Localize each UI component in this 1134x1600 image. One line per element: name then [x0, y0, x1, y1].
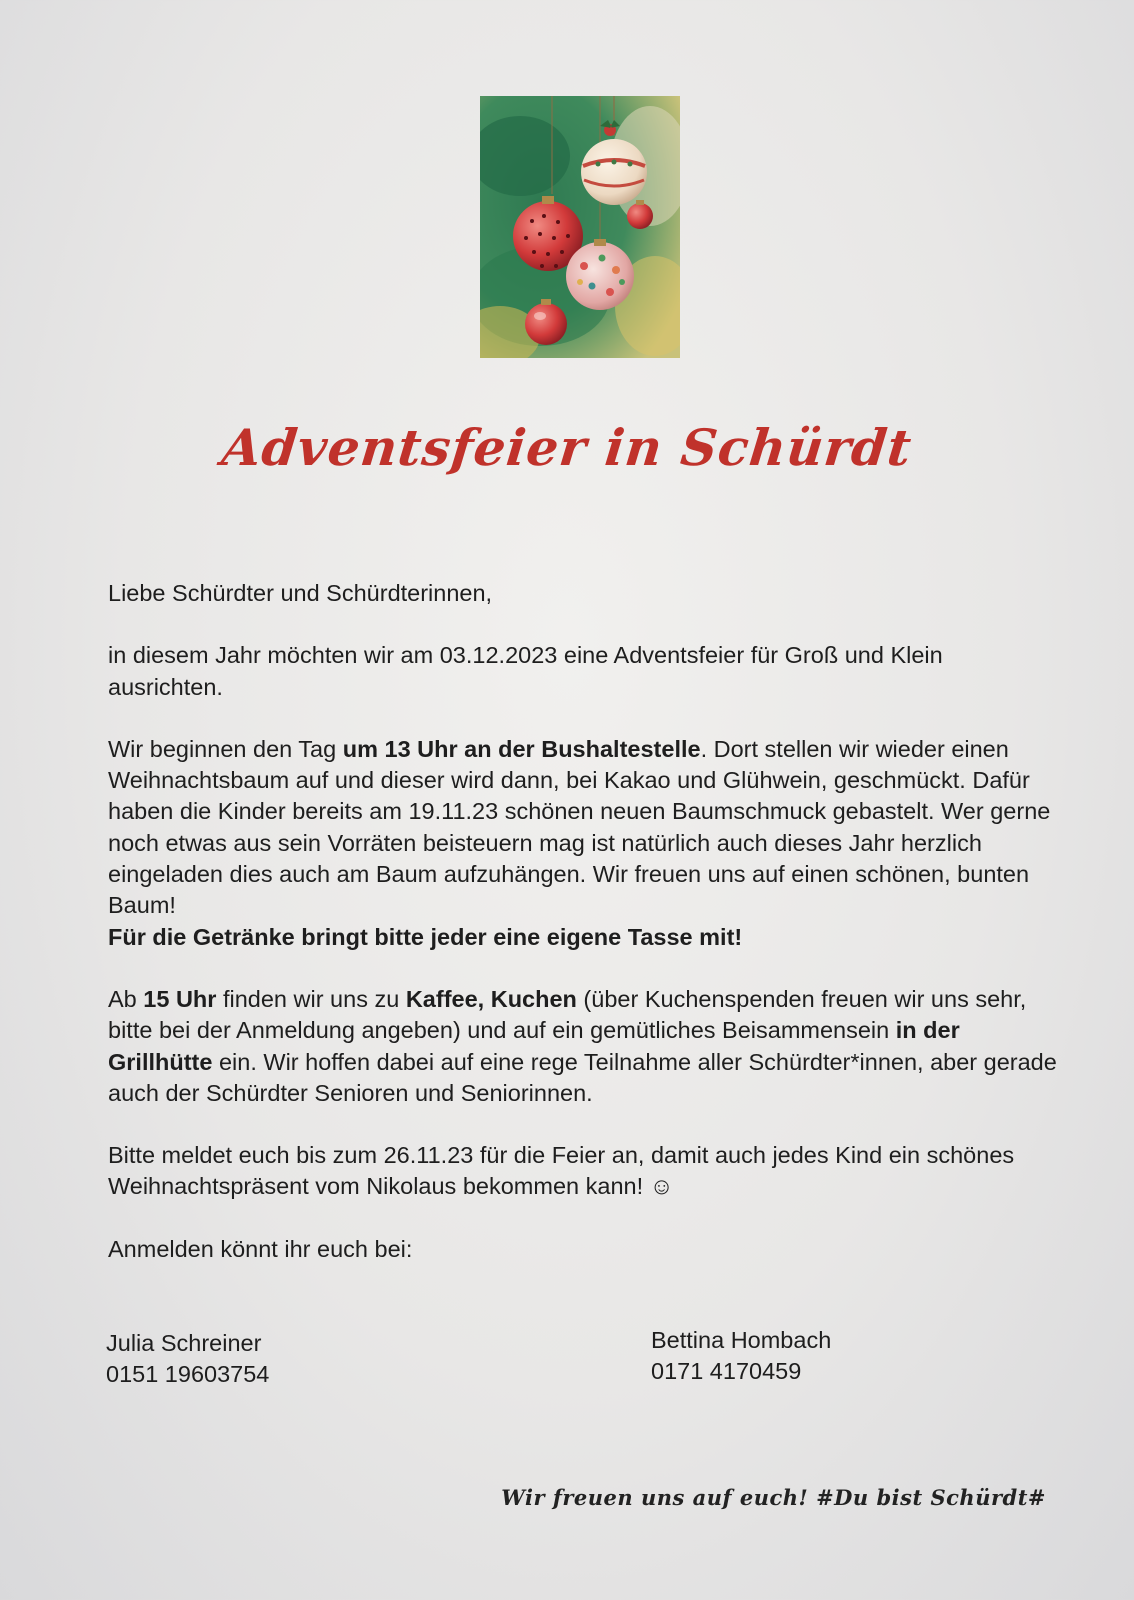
paragraph-coffee-cake	[108, 984, 1058, 1109]
paragraph3-text-1: Ab	[108, 985, 144, 1012]
paragraph3-bold-coffee-cake: Kaffee, Kuchen	[405, 985, 577, 1012]
letter-body	[108, 578, 1058, 1265]
contact-name: Julia Schreiner	[106, 1330, 262, 1356]
greeting: Liebe Schürdter und Schürdterinnen,	[108, 580, 493, 606]
paragraph2-bold-time-place: um 13 Uhr an der Bushaltestelle	[342, 735, 701, 762]
paragraph2-bold-cup-note: Für die Getränke bringt bitte jeder eine eigene Tasse mit!	[108, 923, 743, 950]
paragraph3-text-2: finden wir uns zu	[216, 985, 406, 1012]
contact-card-bettina	[651, 1325, 831, 1388]
watercolor-christmas-baubles-icon	[480, 96, 680, 358]
page-title: Adventsfeier in Schürdt	[219, 418, 915, 477]
footer-slogan: Wir freuen uns auf euch! #Du bist Schürdt#	[501, 1485, 1046, 1510]
paragraph2-text-1: Wir beginnen den Tag	[108, 735, 343, 762]
contact-card-julia	[106, 1328, 269, 1391]
paragraph-registration-deadline: Bitte meldet euch bis zum 26.11.23 für die Feier an, damit auch jedes Kind ein schönes Weihnachtspräsent vom Nikolaus bekommen kann! ☺	[108, 1142, 1015, 1200]
paragraph3-text-4: ein. Wir hoffen dabei auf eine rege Teilnahme aller Schürdter*innen, aber gerade auch der Schürdter Senioren und Seniorinnen.	[108, 1048, 1057, 1106]
paragraph3-bold-time: 15 Uhr	[143, 985, 217, 1012]
paragraph-tree-decoration	[108, 734, 1058, 953]
paragraph3-bold-location: in der Grillhütte	[108, 1017, 960, 1075]
registration-intro: Anmelden könnt ihr euch bei:	[108, 1235, 413, 1262]
paragraph2-text-2: . Dort stellen wir wieder einen Weihnachtsbaum auf und dieser wird dann, bei Kakao und Glühwein, geschmückt. Dafür haben die Kinder bereits am 19.11.23 schönen neuen Baumschmuck gebastelt. Wer gerne noch etwas aus sein Vorräten beisteuern mag ist natürlich auch dieses Jahr herzlich eingeladen dies auch am Baum aufzuhängen. Wir freuen uns auf einen schönen, bunten Baum!	[108, 735, 1051, 919]
paragraph3-text-3: (über Kuchenspenden freuen wir uns sehr, bitte bei der Anmeldung angeben) und auf ein gemütliches Beisammensein	[108, 985, 1027, 1044]
paragraph-date: in diesem Jahr möchten wir am 03.12.2023 eine Adventsfeier für Groß und Klein ausrichten.	[108, 642, 943, 700]
contact-name: Bettina Hombach	[651, 1327, 832, 1353]
christmas-baubles-illustration	[480, 96, 680, 358]
contact-phone: 0171 4170459	[651, 1358, 802, 1385]
contact-phone: 0151 19603754	[106, 1361, 270, 1388]
